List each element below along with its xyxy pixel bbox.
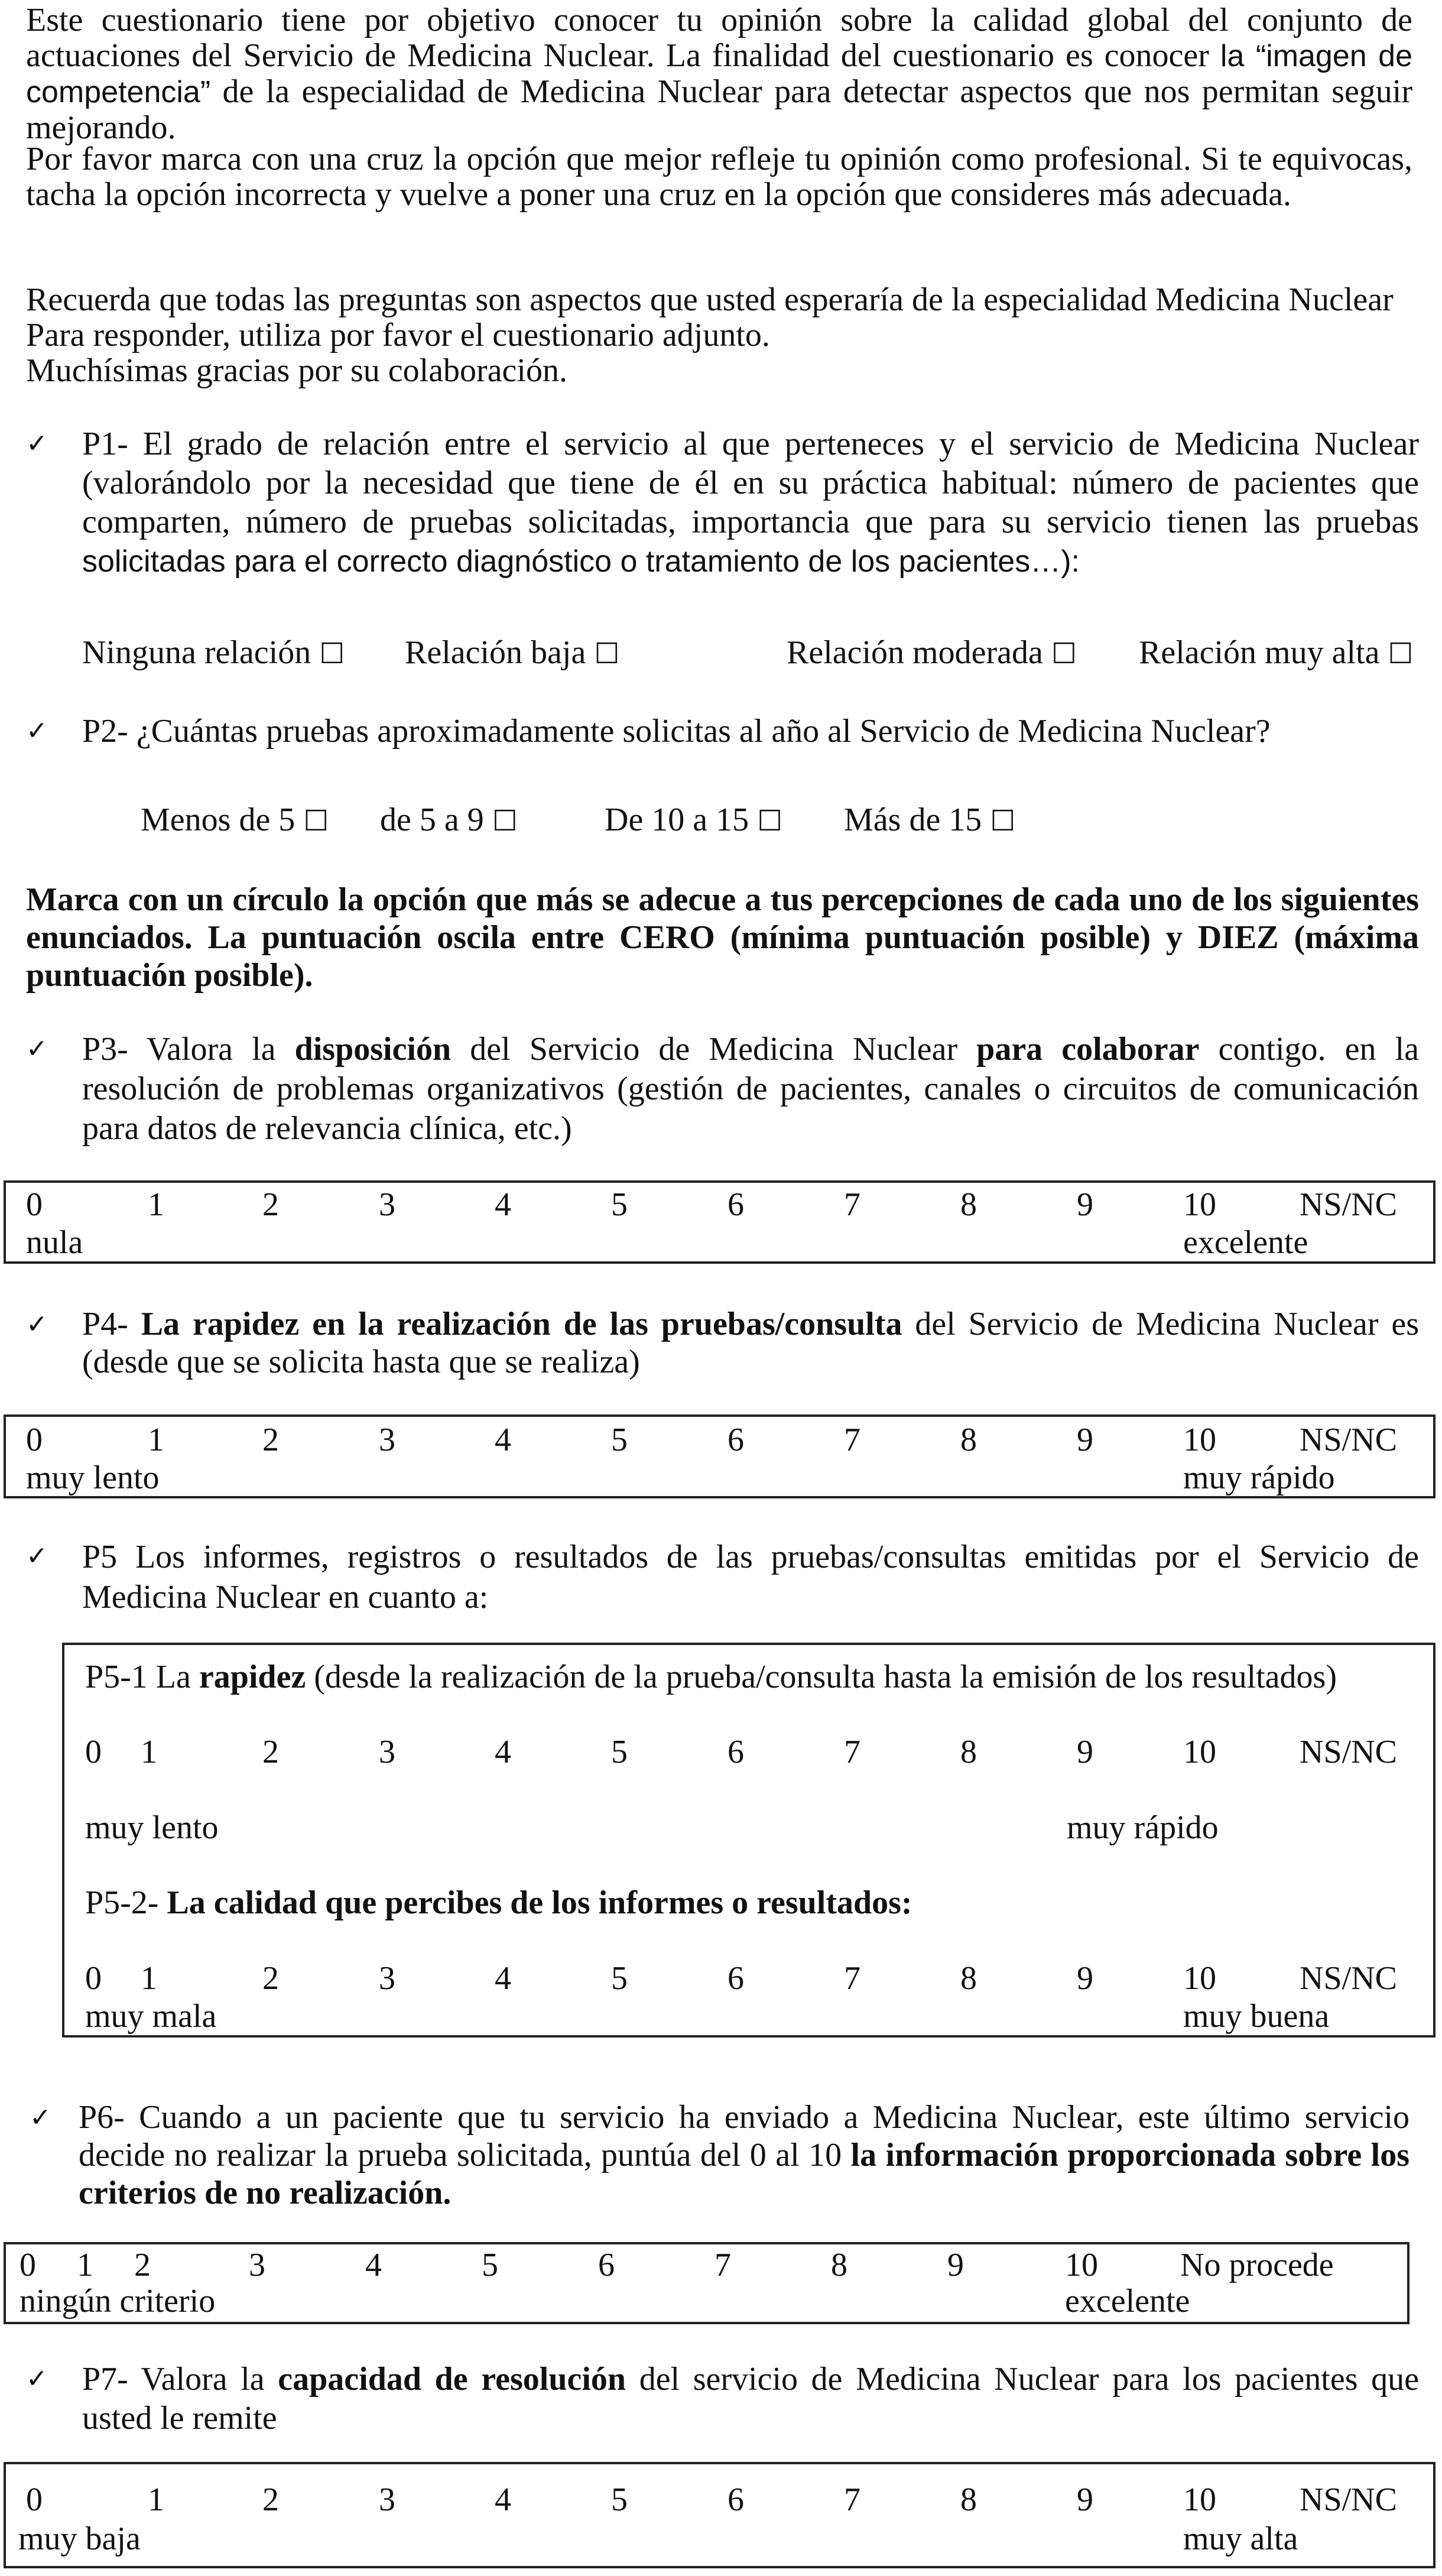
question-text: solicitadas para el correcto diagnóstico o tratamiento de los pacientes…):: [82, 544, 1080, 579]
p5-2-scale-option-5[interactable]: 5: [611, 1960, 628, 1997]
question-p1: [82, 424, 1419, 581]
option-p1-1[interactable]: [405, 635, 619, 671]
check-icon: ✓: [26, 716, 48, 746]
option-label: Relación baja: [405, 634, 586, 671]
p7-scale-high-label: muy alta: [1183, 2520, 1298, 2557]
p5-1-scale-option-10[interactable]: 10: [1183, 1734, 1216, 1770]
p6-scale-option-3[interactable]: 3: [249, 2247, 265, 2283]
checkbox-icon[interactable]: ☐: [594, 637, 620, 670]
p5-1-scale-low-label: muy lento: [85, 1809, 219, 1846]
p3-scale-option-11[interactable]: NS/NC: [1300, 1186, 1397, 1223]
p5-1-scale-option-1[interactable]: 1: [141, 1734, 157, 1770]
p4-scale-option-4[interactable]: 4: [495, 1422, 511, 1458]
option-p1-0[interactable]: [82, 635, 345, 671]
p5-2-scale-low-label: muy mala: [85, 1998, 217, 2035]
p7-scale-option-2[interactable]: 2: [262, 2481, 279, 2518]
p7-scale-low-label: muy baja: [18, 2520, 141, 2557]
question-emphasis: rapidez: [199, 1659, 306, 1695]
p4-scale-option-8[interactable]: 8: [960, 1422, 977, 1458]
p5-2-scale-option-2[interactable]: 2: [262, 1960, 279, 1997]
question-text: P6- Cuando a un paciente que tu servicio ha enviado a Medicina Nuclear, este último servicio decide no realizar la prueba solicitada, puntúa del 0 al 10: [79, 2099, 1409, 2173]
intro-paragraph-3: [26, 282, 1412, 388]
question-emphasis: La rapidez en la realización de las pruebas/consulta: [141, 1306, 902, 1342]
p4-scale-option-2[interactable]: 2: [262, 1422, 279, 1458]
p3-scale-option-7[interactable]: 7: [844, 1186, 860, 1223]
checkbox-icon[interactable]: ☐: [319, 637, 345, 670]
p5-1-scale-option-8[interactable]: 8: [960, 1734, 977, 1770]
p5-1-scale-option-0[interactable]: 0: [85, 1734, 102, 1770]
p5-1-scale-option-9[interactable]: 9: [1077, 1734, 1093, 1770]
p3-scale-option-3[interactable]: 3: [379, 1186, 395, 1223]
p5-1-scale-high-label: muy rápido: [1067, 1809, 1219, 1846]
question-p2: P2- ¿Cuántas pruebas aproximadamente solicitas al año al Servicio de Medicina Nuclear?: [82, 713, 1271, 750]
p6-scale-option-1[interactable]: 1: [77, 2247, 93, 2283]
intro-line: Recuerda que todas las preguntas son aspectos que usted esperaría de la especialidad Medicina Nuclear: [26, 281, 1394, 318]
p3-scale-option-8[interactable]: 8: [960, 1186, 977, 1223]
p7-scale-option-6[interactable]: 6: [728, 2481, 744, 2518]
intro-line: Para responder, utiliza por favor el cuestionario adjunto.: [26, 317, 770, 353]
question-emphasis: capacidad de resolución: [278, 2361, 626, 2397]
intro-text: de la especialidad de Medicina Nuclear para detectar aspectos que nos permitan seguir mejorando.: [26, 73, 1412, 146]
p6-scale-option-7[interactable]: 7: [714, 2247, 731, 2283]
p7-scale-option-1[interactable]: 1: [148, 2481, 164, 2518]
p3-scale-low-label: nula: [26, 1224, 83, 1261]
option-p1-2[interactable]: [787, 635, 1077, 671]
intro-text: Este cuestionario tiene por objetivo conocer tu opinión sobre la calidad global del conjunto de actuaciones del Servicio de Medicina Nuclear. La finalidad del cuestionario es conocer: [26, 2, 1412, 74]
scoring-instructions: Marca con un círculo la opción que más se adecue a tus percepciones de cada uno de los siguientes enunciados. La puntuación oscila entre CERO (mínima puntuación posible) y DIEZ (máxima puntuación posible).: [26, 881, 1419, 994]
intro-highlight: la “imagen de competencia”: [26, 39, 1412, 109]
p5-1-scale-option-4[interactable]: 4: [495, 1734, 511, 1770]
p6-scale-option-4[interactable]: 4: [365, 2247, 382, 2283]
p4-scale-option-9[interactable]: 9: [1077, 1422, 1093, 1458]
p4-scale-option-7[interactable]: 7: [844, 1422, 860, 1458]
p5-2-scale-option-9[interactable]: 9: [1077, 1960, 1093, 1997]
check-icon: ✓: [26, 429, 48, 459]
p5-1-scale-option-3[interactable]: 3: [379, 1734, 395, 1770]
checkbox-icon[interactable]: ☐: [1051, 637, 1077, 670]
intro-line: Muchísimas gracias por su colaboración.: [26, 352, 567, 389]
p7-scale-option-10[interactable]: 10: [1183, 2481, 1216, 2518]
p7-scale-option-3[interactable]: 3: [379, 2481, 395, 2518]
check-icon: ✓: [26, 1541, 48, 1571]
question-text: P7- Valora la: [82, 2361, 278, 2397]
option-p1-3[interactable]: [1139, 635, 1413, 671]
p5-1-scale-option-7[interactable]: 7: [844, 1734, 860, 1770]
p6-scale-option-9[interactable]: 9: [947, 2247, 964, 2283]
check-icon: ✓: [26, 2364, 48, 2394]
option-p2-0[interactable]: [141, 802, 329, 839]
question-p5-1: [85, 1659, 1337, 1695]
p3-scale-option-4[interactable]: 4: [495, 1186, 511, 1223]
question-emphasis: La calidad que percibes de los informes o resultados:: [167, 1884, 912, 1921]
p4-scale-high-label: muy rápido: [1183, 1459, 1335, 1496]
p7-scale-option-7[interactable]: 7: [844, 2481, 860, 2518]
p6-scale-option-8[interactable]: 8: [831, 2247, 847, 2283]
check-icon: ✓: [30, 2103, 51, 2133]
p4-scale-option-6[interactable]: 6: [728, 1422, 744, 1458]
question-text: contigo. en la resolución de problemas organizativos (gestión de pacientes, canales o circuitos de comunicación para datos de relevancia clínica, etc.): [82, 1031, 1419, 1147]
question-text: del Servicio de Medicina Nuclear: [451, 1031, 977, 1068]
p6-scale-option-5[interactable]: 5: [482, 2247, 498, 2283]
question-p7: [82, 2360, 1419, 2438]
question-p5-2: [85, 1885, 912, 1920]
question-text: P4-: [82, 1306, 141, 1342]
option-label: Menos de 5: [141, 802, 295, 838]
p5-2-scale-option-10[interactable]: 10: [1183, 1960, 1216, 1997]
p7-scale-option-11[interactable]: NS/NC: [1300, 2481, 1397, 2518]
option-p2-1[interactable]: [380, 802, 518, 839]
p3-scale-option-2[interactable]: 2: [262, 1186, 279, 1223]
p3-scale-option-6[interactable]: 6: [728, 1186, 744, 1223]
question-text: P1- El grado de relación entre el servicio al que perteneces y el servicio de Medicina Nuclear (valorándolo por la necesidad que tiene de él en su práctica habitual: número de pacientes que comparten, número de pruebas solicitadas, importancia que para su servicio tienen las pruebas: [82, 426, 1419, 540]
question-text: del servicio de Medicina Nuclear para los pacientes que usted le remite: [82, 2361, 1419, 2437]
p3-scale-option-1[interactable]: 1: [148, 1186, 164, 1223]
p5-2-scale-option-8[interactable]: 8: [960, 1960, 977, 1997]
p3-scale-option-0[interactable]: 0: [26, 1186, 43, 1223]
option-p2-3[interactable]: [844, 802, 1015, 839]
check-icon: ✓: [26, 1034, 48, 1064]
p4-scale-option-5[interactable]: 5: [611, 1422, 628, 1458]
checkbox-icon[interactable]: ☐: [990, 804, 1016, 838]
question-emphasis: disposición: [294, 1031, 452, 1068]
p5-2-scale-high-label: muy buena: [1183, 1998, 1330, 2035]
p7-scale-option-0[interactable]: 0: [26, 2481, 43, 2518]
p3-scale-option-10[interactable]: 10: [1183, 1186, 1216, 1223]
p3-scale-option-9[interactable]: 9: [1077, 1186, 1093, 1223]
p5-1-scale-option-11[interactable]: NS/NC: [1300, 1734, 1397, 1770]
p6-scale-option-11[interactable]: No procede: [1180, 2247, 1334, 2283]
p5-2-scale-option-4[interactable]: 4: [495, 1960, 511, 1997]
intro-paragraph-2: Por favor marca con una cruz la opción que mejor refleje tu opinión como profesional. Si te equivocas, tacha la opción incorrecta y vuelve a poner una cruz en la opción que consideres más adecuada.: [26, 141, 1412, 213]
p6-scale-option-2[interactable]: 2: [134, 2247, 151, 2283]
option-label: Más de 15: [844, 802, 982, 838]
p4-scale-low-label: muy lento: [26, 1459, 160, 1496]
p3-scale-option-5[interactable]: 5: [611, 1186, 628, 1223]
p6-scale-option-10[interactable]: 10: [1065, 2247, 1098, 2283]
question-text: P5-2-: [85, 1884, 167, 1921]
p4-scale-option-11[interactable]: NS/NC: [1300, 1422, 1397, 1458]
p5-2-scale-option-1[interactable]: 1: [141, 1960, 157, 1997]
option-label: De 10 a 15: [605, 802, 749, 838]
p5-1-scale-option-2[interactable]: 2: [262, 1734, 279, 1770]
option-label: Ninguna relación: [82, 634, 311, 671]
question-text: (desde la realización de la prueba/consulta hasta la emisión de los resultados): [306, 1659, 1337, 1695]
p7-scale-option-4[interactable]: 4: [495, 2481, 511, 2518]
option-label: Relación muy alta: [1139, 634, 1380, 671]
p5-2-scale-option-7[interactable]: 7: [844, 1960, 860, 1997]
p7-scale-option-9[interactable]: 9: [1077, 2481, 1093, 2518]
p5-2-scale-option-11[interactable]: NS/NC: [1300, 1960, 1397, 1997]
question-p3: [82, 1030, 1419, 1149]
check-icon: ✓: [26, 1309, 48, 1339]
checkbox-icon[interactable]: ☐: [303, 804, 329, 838]
p4-scale-option-10[interactable]: 10: [1183, 1422, 1216, 1458]
checkbox-icon[interactable]: ☐: [492, 804, 518, 838]
option-label: de 5 a 9: [380, 802, 484, 838]
question-p5: P5 Los informes, registros o resultados de las pruebas/consultas emitidas por el Servicio de Medicina Nuclear en cuanto a:: [82, 1539, 1419, 1615]
question-p4: [82, 1305, 1419, 1381]
intro-paragraph-1: [26, 2, 1412, 145]
checkbox-icon[interactable]: ☐: [757, 804, 783, 838]
option-p2-2[interactable]: [605, 802, 782, 839]
p6-scale-high-label: excelente: [1065, 2283, 1190, 2319]
p4-scale-option-0[interactable]: 0: [26, 1422, 43, 1458]
p6-scale-low-label: ningún criterio: [20, 2283, 216, 2319]
p6-scale-option-6[interactable]: 6: [598, 2247, 615, 2283]
question-emphasis: para colaborar: [976, 1031, 1200, 1068]
p5-2-scale-option-6[interactable]: 6: [728, 1960, 744, 1997]
p5-2-scale-option-0[interactable]: 0: [85, 1960, 102, 1997]
question-emphasis: la información proporcionada sobre los criterios de no realización.: [79, 2137, 1409, 2211]
p5-1-scale-option-6[interactable]: 6: [728, 1734, 744, 1770]
p5-2-scale-option-3[interactable]: 3: [379, 1960, 395, 1997]
question-text: del Servicio de Medicina Nuclear es (desde que se solicita hasta que se realiza): [82, 1306, 1420, 1380]
p7-scale-option-5[interactable]: 5: [611, 2481, 628, 2518]
p5-1-scale-option-5[interactable]: 5: [611, 1734, 628, 1770]
p4-scale-option-1[interactable]: 1: [148, 1422, 164, 1458]
question-text: P3- Valora la: [82, 1031, 295, 1068]
option-label: Relación moderada: [787, 634, 1043, 671]
p4-scale-option-3[interactable]: 3: [379, 1422, 395, 1458]
checkbox-icon[interactable]: ☐: [1388, 637, 1414, 670]
p3-scale-high-label: excelente: [1183, 1224, 1308, 1261]
p7-scale-option-8[interactable]: 8: [960, 2481, 977, 2518]
p6-scale-option-0[interactable]: 0: [20, 2247, 36, 2283]
question-text: P5-1 La: [85, 1659, 199, 1695]
question-p6: [79, 2098, 1409, 2212]
